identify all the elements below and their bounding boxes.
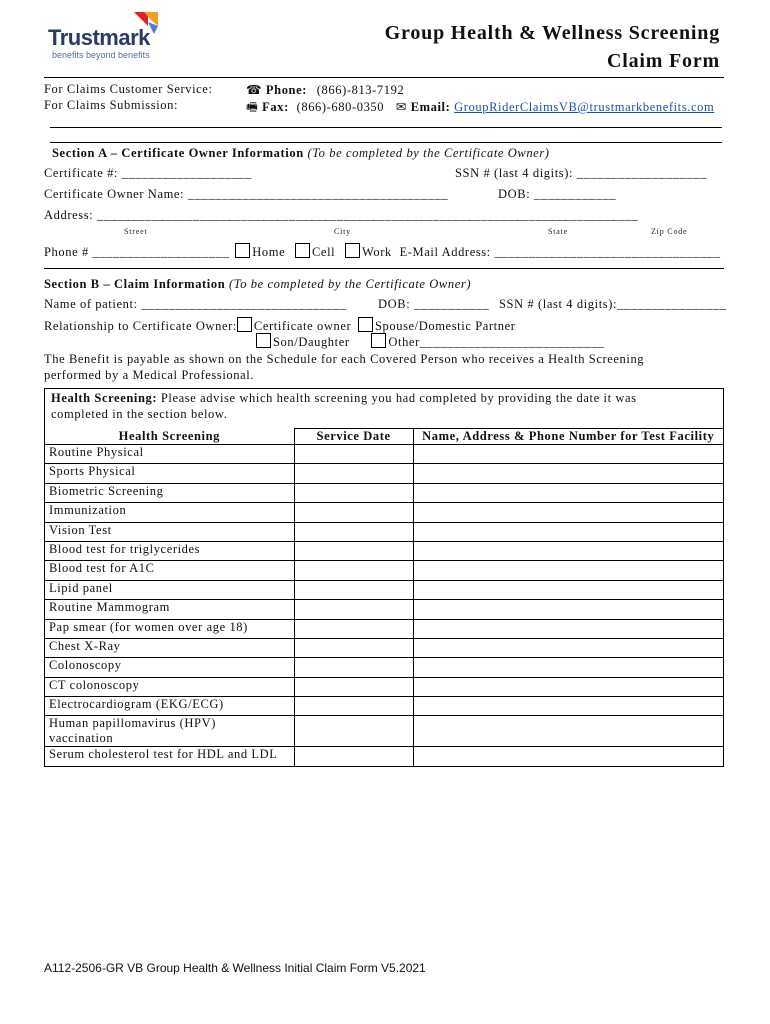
- screening-name: Sports Physical: [45, 464, 295, 483]
- facility-cell[interactable]: [413, 600, 723, 619]
- cell-label: Cell: [311, 245, 336, 259]
- col-header-facility: Name, Address & Phone Number for Test Facility: [413, 429, 723, 445]
- facility-cell[interactable]: [413, 445, 723, 464]
- screening-name: Immunization: [45, 503, 295, 522]
- benefit-note-line1: The Benefit is payable as shown on the Schedule for each Covered Person who receives a Health Screening: [44, 352, 645, 366]
- facility-cell[interactable]: [413, 677, 723, 696]
- phone-icon: ☎: [246, 83, 263, 97]
- screening-name: Lipid panel: [45, 580, 295, 599]
- facility-cell[interactable]: [413, 464, 723, 483]
- phone-label: Phone:: [265, 83, 308, 97]
- ssn-field[interactable]: SSN # (last 4 digits): ___________________: [455, 166, 707, 180]
- service-date-cell[interactable]: [294, 638, 413, 657]
- form-footer: A112-2506-GR VB Group Health & Wellness Initial Claim Form V5.2021: [44, 961, 426, 975]
- facility-cell[interactable]: [413, 619, 723, 638]
- table-row: [45, 600, 724, 619]
- screening-name: vaccination: [45, 731, 295, 747]
- table-row: [45, 503, 724, 522]
- email-label: Email:: [410, 100, 451, 114]
- facility-cell[interactable]: [413, 522, 723, 541]
- table-row: [45, 580, 724, 599]
- service-date-cell[interactable]: [294, 541, 413, 560]
- screening-name: Electrocardiogram (EKG/ECG): [45, 697, 295, 716]
- work-checkbox[interactable]: [345, 243, 360, 258]
- table-row: [45, 716, 724, 732]
- patient-name-field[interactable]: Name of patient: ______________________________: [44, 297, 347, 311]
- other-checkbox[interactable]: [371, 333, 386, 348]
- service-date-cell[interactable]: [294, 619, 413, 638]
- address-zip-label: Zip Code: [651, 227, 688, 236]
- col-header-date: Service Date: [294, 429, 413, 445]
- facility-cell[interactable]: [413, 658, 723, 677]
- work-label: Work: [361, 245, 392, 259]
- col-header-screening: Health Screening: [45, 429, 295, 445]
- page-title-line1: Group Health & Wellness Screening: [384, 22, 720, 44]
- screening-name: Routine Physical: [45, 445, 295, 464]
- screening-instructions: [44, 388, 724, 429]
- relationship-row: [44, 317, 515, 334]
- address-field[interactable]: Address: _______________________________________________________________________________: [44, 208, 639, 222]
- phone-contact: [246, 82, 404, 98]
- owner-name-field[interactable]: Certificate Owner Name: ______________________________________: [44, 187, 449, 201]
- screening-name: Human papillomavirus (HPV): [45, 716, 295, 732]
- logo-tagline: benefits beyond benefits: [52, 50, 150, 60]
- screening-instructions-line2: completed in the section below.: [51, 407, 228, 421]
- spouse-checkbox[interactable]: [358, 317, 373, 332]
- fax-contact: [246, 98, 714, 119]
- facility-cell[interactable]: [413, 716, 723, 747]
- email-icon: ✉: [395, 100, 407, 114]
- section-b-heading: Section B – Claim Information (To be completed by the Certificate Owner): [44, 277, 472, 291]
- table-row: [45, 445, 724, 464]
- screening-name: Serum cholesterol test for HDL and LDL: [45, 747, 295, 766]
- table-row: [45, 561, 724, 580]
- screening-instructions-line1: Please advise which health screening you had completed by providing the date it was: [157, 391, 637, 405]
- service-label: For Claims Customer Service:: [44, 82, 213, 96]
- screening-name: Blood test for A1C: [45, 561, 295, 580]
- address-street-label: Street: [124, 227, 148, 236]
- service-date-cell[interactable]: [294, 464, 413, 483]
- service-date-cell[interactable]: [294, 600, 413, 619]
- service-date-cell[interactable]: [294, 503, 413, 522]
- screening-name: Colonoscopy: [45, 658, 295, 677]
- service-date-cell[interactable]: [294, 483, 413, 502]
- fax-icon: 🖷: [246, 100, 259, 114]
- table-row: [45, 677, 724, 696]
- fax-number: (866)-680-0350: [296, 100, 385, 114]
- section-a-heading: Section A – Certificate Owner Information (To be completed by the Certificate Owner): [52, 146, 550, 160]
- table-row: [45, 541, 724, 560]
- screening-name: Routine Mammogram: [45, 600, 295, 619]
- service-date-cell[interactable]: [294, 658, 413, 677]
- screening-label: Health Screening:: [51, 391, 158, 405]
- facility-cell[interactable]: [413, 561, 723, 580]
- fax-label: Fax:: [262, 100, 289, 114]
- screening-name: Pap smear (for women over age 18): [45, 619, 295, 638]
- screening-name: Blood test for triglycerides: [45, 541, 295, 560]
- service-date-cell[interactable]: [294, 561, 413, 580]
- table-row: [45, 697, 724, 716]
- home-checkbox[interactable]: [235, 243, 250, 258]
- relationship-row-2: [256, 333, 605, 350]
- table-row: [45, 658, 724, 677]
- address-state-label: State: [548, 227, 568, 236]
- screening-table: [44, 428, 724, 767]
- facility-cell[interactable]: [413, 697, 723, 716]
- facility-cell[interactable]: [413, 541, 723, 560]
- screening-name: Biometric Screening: [45, 483, 295, 502]
- phone-row: [44, 243, 721, 260]
- table-row: [45, 522, 724, 541]
- logo-wordmark: Trustmark: [48, 25, 150, 50]
- owner-label: Certificate owner: [253, 319, 352, 333]
- table-row: [45, 464, 724, 483]
- submission-label: For Claims Submission:: [44, 98, 179, 112]
- email-link[interactable]: GroupRiderClaimsVB@trustmarkbenefits.com: [454, 100, 715, 114]
- facility-cell[interactable]: [413, 483, 723, 502]
- table-row: [45, 483, 724, 502]
- contact-divider-1: [50, 127, 722, 128]
- facility-cell[interactable]: [413, 503, 723, 522]
- table-row: [45, 638, 724, 657]
- service-date-cell[interactable]: [294, 522, 413, 541]
- title-divider: [44, 77, 724, 78]
- facility-cell[interactable]: [413, 747, 723, 766]
- email-address-field[interactable]: E-Mail Address: _________________________________: [399, 245, 721, 259]
- service-date-cell[interactable]: [294, 716, 413, 747]
- child-checkbox[interactable]: [256, 333, 271, 348]
- address-city-label: City: [334, 227, 351, 236]
- page-title-line2: Claim Form: [607, 50, 720, 72]
- owner-dob-field[interactable]: DOB: ____________: [498, 187, 617, 201]
- facility-cell[interactable]: [413, 580, 723, 599]
- home-label: Home: [252, 245, 286, 259]
- patient-dob-field[interactable]: DOB: ___________: [378, 297, 490, 311]
- service-date-cell[interactable]: [294, 580, 413, 599]
- service-date-cell[interactable]: [294, 697, 413, 716]
- patient-ssn-field[interactable]: SSN # (last 4 digits):________________: [499, 297, 727, 311]
- service-date-cell[interactable]: [294, 445, 413, 464]
- other-field[interactable]: Other___________________________: [388, 335, 605, 349]
- service-date-cell[interactable]: [294, 677, 413, 696]
- screening-name: Vision Test: [45, 522, 295, 541]
- facility-cell[interactable]: [413, 638, 723, 657]
- certificate-number-field[interactable]: Certificate #: ___________________: [44, 166, 252, 180]
- table-row: [45, 619, 724, 638]
- phone-number: (866)-813-7192: [316, 83, 405, 97]
- screening-name: Chest X-Ray: [45, 638, 295, 657]
- phone-number-field[interactable]: Phone # ____________________: [44, 245, 230, 259]
- service-date-cell[interactable]: [294, 747, 413, 766]
- cell-checkbox[interactable]: [295, 243, 310, 258]
- spouse-label: Spouse/Domestic Partner: [374, 319, 516, 333]
- contact-divider-2: [50, 142, 722, 143]
- benefit-note-line2: performed by a Medical Professional.: [44, 368, 255, 382]
- screening-name: CT colonoscopy: [45, 677, 295, 696]
- relationship-label: Relationship to Certificate Owner:: [44, 319, 237, 333]
- owner-checkbox[interactable]: [237, 317, 252, 332]
- table-row: [45, 747, 724, 766]
- section-a-divider: [44, 268, 724, 269]
- child-label: Son/Daughter: [273, 335, 350, 349]
